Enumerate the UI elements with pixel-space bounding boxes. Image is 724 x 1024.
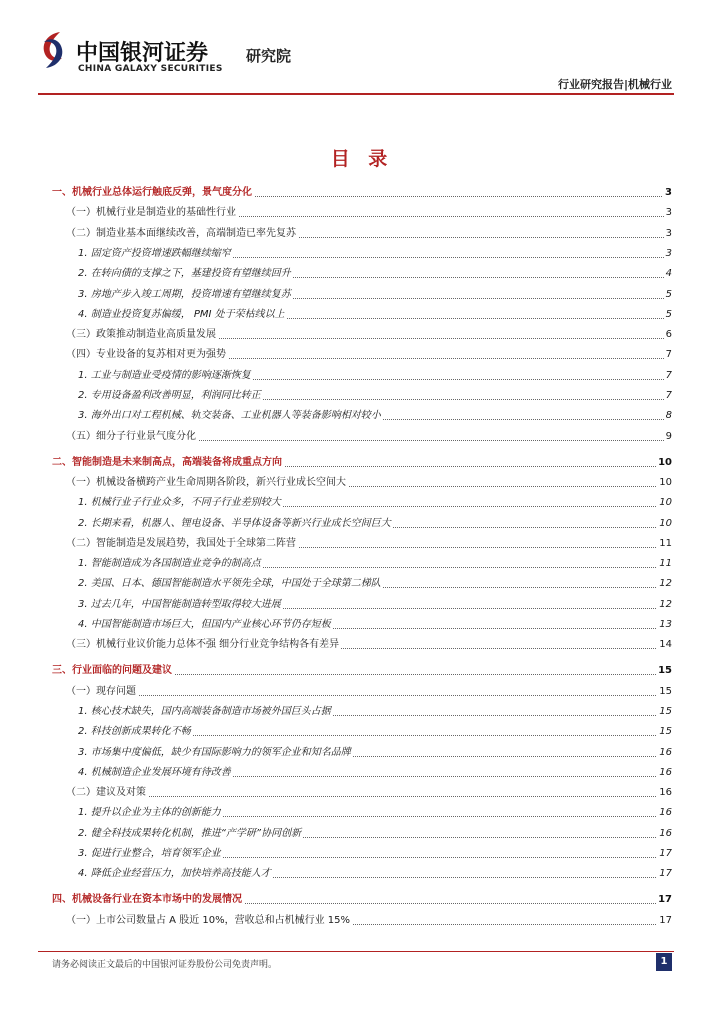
toc-entry-text: （一）机械行业是制造业的基础性行业 [66,205,238,221]
toc-entry-page: 17 [657,913,672,929]
toc-subsection-link[interactable] [52,246,672,262]
toc-leader-dots [66,695,664,696]
toc-entry-text: 三、行业面临的问题及建议 [52,663,174,679]
toc-subsection-link[interactable] [52,307,672,323]
toc-entry-text: （五）细分子行业景气度分化 [66,429,198,445]
toc-subsection-link[interactable] [52,266,672,282]
toc-entry-text: 3. 促进行业整合，培育领军企业 [78,846,223,862]
toc-entry-text: 4. 中国智能制造市场巨大，但国内产业核心环节仍存短板 [78,617,333,633]
toc-entry-page: 16 [657,745,672,761]
toc-section-link[interactable] [52,429,672,445]
toc-entry-page: 17 [657,846,672,862]
toc-entry-text: （一）上市公司数量占 A 股近 10%，营收总和占机械行业 15% [66,913,352,929]
toc-title: 目 录 [330,148,394,170]
toc-entry-page: 3 [664,246,672,262]
toc-subsection-link[interactable] [52,617,672,633]
toc-entry-page: 17 [656,892,672,908]
toc-entry-text: （三）政策推动制造业高质量发展 [66,327,218,343]
toc-subsection-link[interactable] [52,805,672,821]
toc-entry-text: 1. 提升以企业为主体的创新能力 [78,805,223,821]
toc-subsection-link[interactable] [52,866,672,882]
toc-chapter-link[interactable] [52,455,672,471]
brand-name-en: CHINA GALAXY SECURITIES [78,64,223,74]
report-type: 行业研究报告|机械行业 [557,78,672,91]
toc-entry-page: 16 [657,765,672,781]
toc-entry-page: 10 [657,475,672,491]
toc-subsection-link[interactable] [52,495,672,511]
toc-entry-page: 16 [657,826,672,842]
toc-entry-text: 2. 专用设备盈利改善明显，利润同比转正 [78,388,263,404]
toc-entry-page: 16 [657,805,672,821]
toc-subsection-link[interactable] [52,368,672,384]
toc-entry-text: 4. 制造业投资复苏偏缓， PMI 处于荣枯线以上 [78,307,287,323]
toc-entry-text: 2. 长期来看，机器人、锂电设备、半导体设备等新兴行业成长空间巨大 [78,516,393,532]
toc-entry-page: 3 [663,185,672,201]
toc-chapter-link[interactable] [52,892,672,908]
toc-entry-page: 13 [657,617,672,633]
toc-subsection-link[interactable] [52,516,672,532]
toc-entry-page: 6 [664,327,672,343]
toc-entry-text: 1. 机械行业子行业众多，不同子行业差别较大 [78,495,283,511]
toc-section-link[interactable] [52,785,672,801]
toc-entry-page: 7 [664,347,672,363]
toc-entry-page: 8 [664,408,672,424]
toc-entry-text: 3. 海外出口对工程机械、轨交装备、工业机器人等装备影响相对较小 [78,408,383,424]
toc-entry-page: 12 [657,576,672,592]
toc-entry-text: 一、机械行业总体运行触底反弹，景气度分化 [52,185,254,201]
toc-entry-page: 17 [657,866,672,882]
toc-entry-page: 5 [664,287,672,303]
toc-section-link[interactable] [52,536,672,552]
toc-subsection-link[interactable] [52,576,672,592]
toc-section-link[interactable] [52,205,672,221]
toc-section-link[interactable] [52,327,672,343]
toc-entry-page: 11 [657,536,672,552]
toc-entry-text: （二）制造业基本面继续改善，高端制造已率先复苏 [66,226,298,242]
toc-entry-text: （一）机械设备横跨产业生命周期各阶段，新兴行业成长空间大 [66,475,348,491]
toc-entry-page: 7 [664,388,672,404]
toc-entry-page: 7 [664,368,672,384]
toc-entry-text: 1. 核心技术缺失，国内高端装备制造市场被外国巨头占据 [78,704,333,720]
toc-entry-page: 15 [657,704,672,720]
toc-entry-text: 3. 市场集中度偏低，缺少有国际影响力的领军企业和知名品牌 [78,745,353,761]
toc-entry-page: 3 [664,226,672,242]
footer-divider [38,951,674,952]
toc-subsection-link[interactable] [52,388,672,404]
toc-entry-text: 2. 美国、日本、德国智能制造水平领先全球，中国处于全球第二梯队 [78,576,383,592]
toc-entry-page: 5 [664,307,672,323]
toc-entry-text: （三）机械行业议价能力总体不强 细分行业竞争结构各有差异 [66,637,341,653]
toc-entry-text: 4. 降低企业经营压力，加快培养高技能人才 [78,866,273,882]
toc-entry-text: 3. 房地产步入竣工周期，投资增速有望继续复苏 [78,287,293,303]
toc-subsection-link[interactable] [52,287,672,303]
toc-subsection-link[interactable] [52,704,672,720]
toc-entry-text: （四）专业设备的复苏相对更为强势 [66,347,228,363]
toc-entry-page: 3 [664,205,672,221]
toc-section-link[interactable] [52,684,672,700]
toc-entry-text: 1. 工业与制造业受疫情的影响逐渐恢复 [78,368,253,384]
toc-entry-page: 9 [664,429,672,445]
toc-subsection-link[interactable] [52,408,672,424]
toc-subsection-link[interactable] [52,597,672,613]
toc-entry-text: （二）建议及对策 [66,785,148,801]
toc-entry-text: 1. 智能制造成为各国制造业竞争的制高点 [78,556,263,572]
toc-entry-page: 12 [657,597,672,613]
toc-section-link[interactable] [52,913,672,929]
toc-entry-page: 10 [657,495,672,511]
toc-entry-page: 10 [656,455,672,471]
toc-entry-page: 4 [664,266,672,282]
toc-entry-text: 2. 在转向债的支撑之下，基建投资有望继续回升 [78,266,293,282]
toc-chapter-link[interactable] [52,185,672,201]
footer-disclaimer: 请务必阅读正文最后的中国银河证券股份公司免责声明。 [52,960,278,970]
header-divider [38,93,674,95]
toc-entry-text: （二）智能制造是发展趋势，我国处于全球第二阵营 [66,536,298,552]
toc-section-link[interactable] [52,475,672,491]
toc-entry-text: 2. 科技创新成果转化不畅 [78,724,193,740]
toc-entry-page: 15 [657,724,672,740]
toc-section-link[interactable] [52,347,672,363]
toc-subsection-link[interactable] [52,826,672,842]
toc-entry-text: 2. 健全科技成果转化机制，推进“产学研”协同创新 [78,826,303,842]
institute-label: 研究院 [246,47,292,65]
toc-chapter-link[interactable] [52,663,672,679]
page-header [0,0,724,100]
toc-entry-text: 四、机械设备行业在资本市场中的发展情况 [52,892,244,908]
toc-entry-page: 15 [657,684,672,700]
toc-leader-dots [66,796,664,797]
toc-entry-text: 3. 过去几年，中国智能制造转型取得较大进展 [78,597,283,613]
toc-subsection-link[interactable] [52,724,672,740]
toc-entry-page: 15 [656,663,672,679]
toc-section-link[interactable] [52,226,672,242]
toc-entry-text: 1. 固定资产投资增速跌幅继续缩窄 [78,246,233,262]
toc-entry-page: 11 [657,556,672,572]
brand-name-cn: 中国银河证券 [76,41,209,66]
toc-entry-page: 16 [657,785,672,801]
toc-entry-text: 二、智能制造是未来制高点，高端装备将成重点方向 [52,455,284,471]
toc-entry-text: （一）现存问题 [66,684,138,700]
toc-subsection-link[interactable] [52,846,672,862]
toc-section-link[interactable] [52,637,672,653]
galaxy-logo-icon [38,28,68,72]
toc-entry-page: 14 [657,637,672,653]
toc-subsection-link[interactable] [52,745,672,761]
toc-entry-text: 4. 机械制造企业发展环境有待改善 [78,765,233,781]
toc-subsection-link[interactable] [52,556,672,572]
toc-subsection-link[interactable] [52,765,672,781]
page-number: 1 [656,953,672,971]
toc-entry-page: 10 [657,516,672,532]
